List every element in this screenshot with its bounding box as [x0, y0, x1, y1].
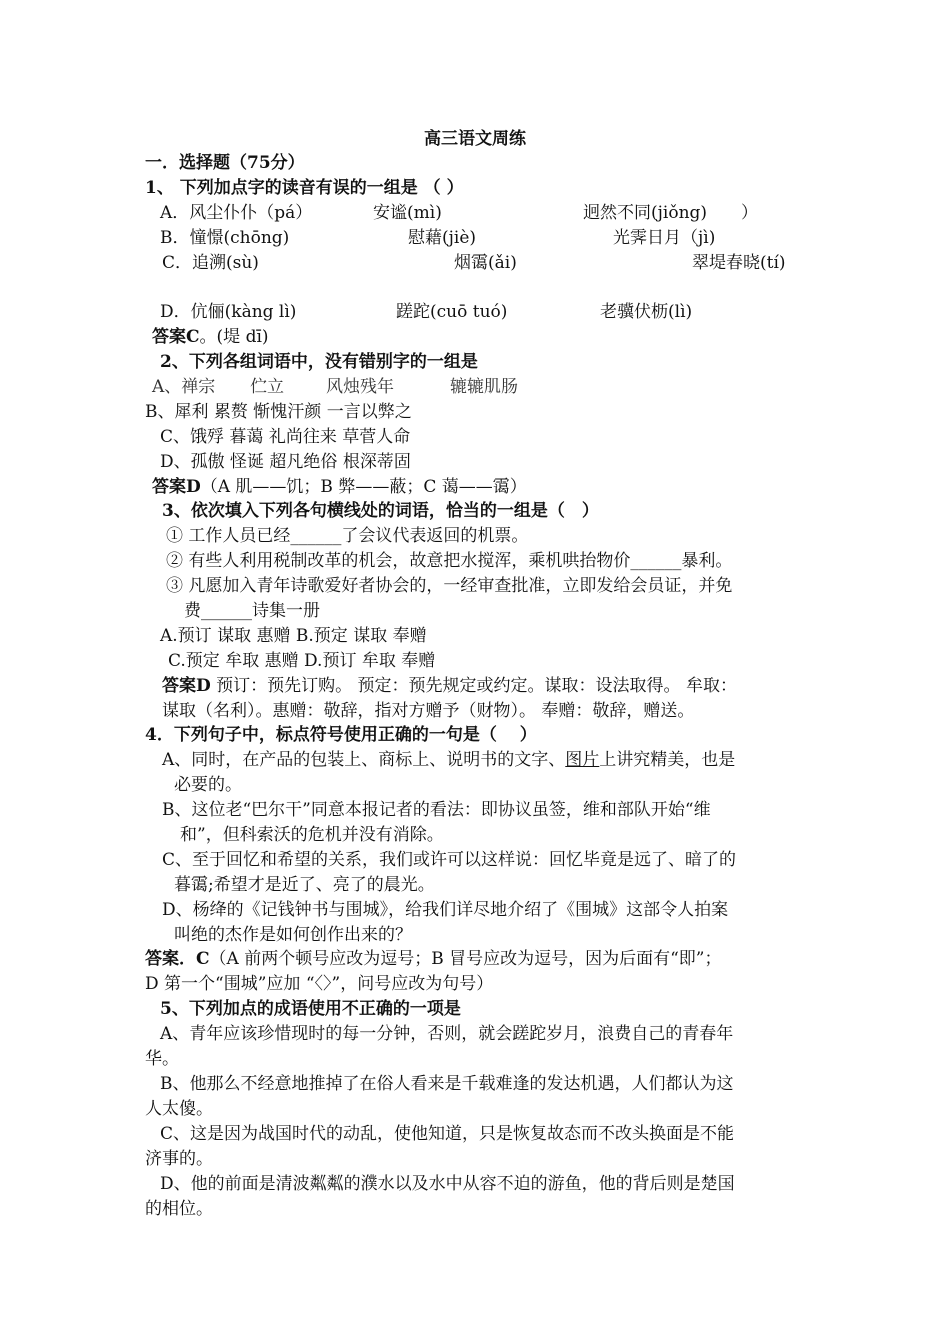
q2-a-item4: 辘辘肌肠 [450, 377, 518, 397]
q2-answer-text: （A 肌——饥；B 弊——蔽；C 蔼——霭） [200, 477, 527, 497]
q4-a-text: A、同时，在产品的包装上、商标上、说明书的文字、 [162, 750, 566, 770]
q1-b-item3: 光霁日月（jì) [613, 228, 716, 248]
q1-a-item2: 安谧(mì) [373, 203, 442, 223]
q5-option-b-line2: 人太傻。 [145, 1099, 213, 1119]
question-5-stem: 5、下列加点的成语使用不正确的一项是 [160, 999, 461, 1019]
q3-sentence-1: ① 工作人员已经______了会议代表返回的机票。 [166, 526, 529, 546]
q4-option-b-line1: B、这位老“巴尔干”同意本报记者的看法：即协议虽签，维和部队开始“维 [162, 800, 711, 820]
q4-option-d-line2: 叫绝的杰作是如何创作出来的？ [174, 925, 412, 945]
q1-c-item1: C．追溯(sù) [162, 253, 259, 273]
q5-option-d-line1: D、他的前面是清波粼粼的濮水以及水中从容不迫的游鱼，他的背后则是楚国 [160, 1174, 735, 1194]
q2-a-item1: A、禅宗 [152, 377, 216, 397]
q3-options-ab: A.预订 谋取 惠赠 B.预定 谋取 奉赠 [160, 626, 427, 646]
q5-option-c-line1: C、这是因为战国时代的动乱，使他知道，只是恢复故态而不改头换面是不能 [160, 1124, 735, 1144]
q1-a-item3: 迥然不同(jiǒng) ） [583, 203, 759, 223]
q3-answer-label: 答案D [162, 676, 211, 696]
q3-answer-text1: 预订：预先订购。 预定：预先规定或约定。谋取：设法取得。 牟取： [210, 676, 737, 696]
q5-option-a-line2: 华。 [145, 1049, 179, 1069]
q2-a-item2: 伫立 [250, 377, 284, 397]
q2-option-d: D、孤傲 怪诞 超凡绝俗 根深蒂固 [160, 452, 411, 472]
q4-a-text-post: 上讲究精美，也是 [599, 750, 736, 770]
q4-answer-text1: （A 前两个顿号应改为逗号；B 冒号应改为逗号，因为后面有“即”； [209, 949, 722, 969]
q5-option-d-line2: 的相位。 [145, 1199, 213, 1219]
q1-d-item2: 蹉跎(cuō tuó) [396, 302, 508, 322]
q4-option-a-line1 [162, 748, 735, 772]
section-heading: 一．选择题（75分） [145, 153, 305, 173]
question-2-stem: 2、下列各组词语中，没有错别字的一组是 [160, 352, 478, 372]
q1-d-item1: D．伉俪(kàng lì) [160, 302, 297, 322]
q5-option-c-line2: 济事的。 [145, 1149, 213, 1169]
q4-option-a-line2: 必要的。 [174, 775, 242, 795]
q4-answer-line1 [145, 947, 722, 971]
q4-answer-line2: D 第一个“围城”应加 “〈〉”，问号应改为句号） [145, 974, 494, 994]
q1-b-item2: 慰藉(jiè) [408, 228, 477, 248]
q3-answer-line2: 谋取（名利）。惠赠：敬辞，指对方赠予（财物）。 奉赠：敬辞，赠送。 [162, 701, 695, 721]
q2-a-item3: 风烛残年 [326, 377, 394, 397]
q3-sentence-2: ② 有些人利用税制改革的机会，故意把水搅浑，乘机哄抬物价______暴利。 [166, 551, 733, 571]
q3-options-cd: C.预定 牟取 惠赠 D.预订 牟取 奉赠 [168, 651, 436, 671]
q2-option-c: C、饿殍 暮蔼 礼尚往来 草菅人命 [160, 427, 411, 447]
q4-option-b-line2: 和”，但科索沃的危机并没有消除。 [180, 825, 444, 845]
q1-a-item1: A．风尘仆仆（pá） [160, 203, 313, 223]
page-title: 高三语文周练 [424, 129, 526, 149]
q1-c-item3: 翠堤春晓(tí) [692, 253, 786, 273]
q4-option-c-line1: C、至于回忆和希望的关系，我们或许可以这样说：回忆毕竟是远了、暗了的 [162, 850, 737, 870]
q4-answer-label: 答案．C [145, 949, 210, 969]
q3-answer-line1 [162, 674, 737, 698]
q2-answer-label: 答案D [152, 477, 201, 497]
q3-sentence-3a: ③ 凡愿加入青年诗歌爱好者协会的，一经审查批准，立即发给会员证，并免 [166, 576, 733, 596]
q1-answer-label: 答案C [152, 327, 200, 347]
q1-b-item1: B．憧憬(chōng) [160, 228, 290, 248]
question-3-stem: 3、依次填入下列各句横线处的词语，恰当的一组是（ ） [162, 501, 599, 521]
q5-option-b-line1: B、他那么不经意地推掉了在俗人看来是千载难逢的发达机遇，人们都认为这 [160, 1074, 734, 1094]
q1-d-item3: 老骥伏枥(lì) [600, 302, 693, 322]
question-4-stem: 4．下列句子中，标点符号使用正确的一句是（ ） [145, 725, 537, 745]
q2-option-b: B、犀利 累赘 惭愧汗颜 一言以弊之 [145, 402, 412, 422]
q1-answer-text: 。(堤 dī) [199, 327, 269, 347]
q4-a-underlined: 图片 [565, 750, 600, 770]
q1-answer [152, 325, 269, 349]
q3-sentence-3b: 费______诗集一册 [184, 601, 320, 621]
q4-option-c-line2: 暮霭;希望才是近了、亮了的晨光。 [174, 875, 435, 895]
q1-c-item2: 烟霭(ǎi) [454, 253, 517, 273]
q2-answer [152, 475, 527, 499]
question-1-stem: 1、 下列加点字的读音有误的一组是 （ ） [145, 178, 464, 198]
q5-option-a-line1: A、青年应该珍惜现时的每一分钟，否则，就会蹉跎岁月，浪费自己的青春年 [160, 1024, 734, 1044]
q4-option-d-line1: D、杨绛的《记钱钟书与围城》，给我们详尽地介绍了《围城》这部令人拍案 [162, 900, 729, 920]
